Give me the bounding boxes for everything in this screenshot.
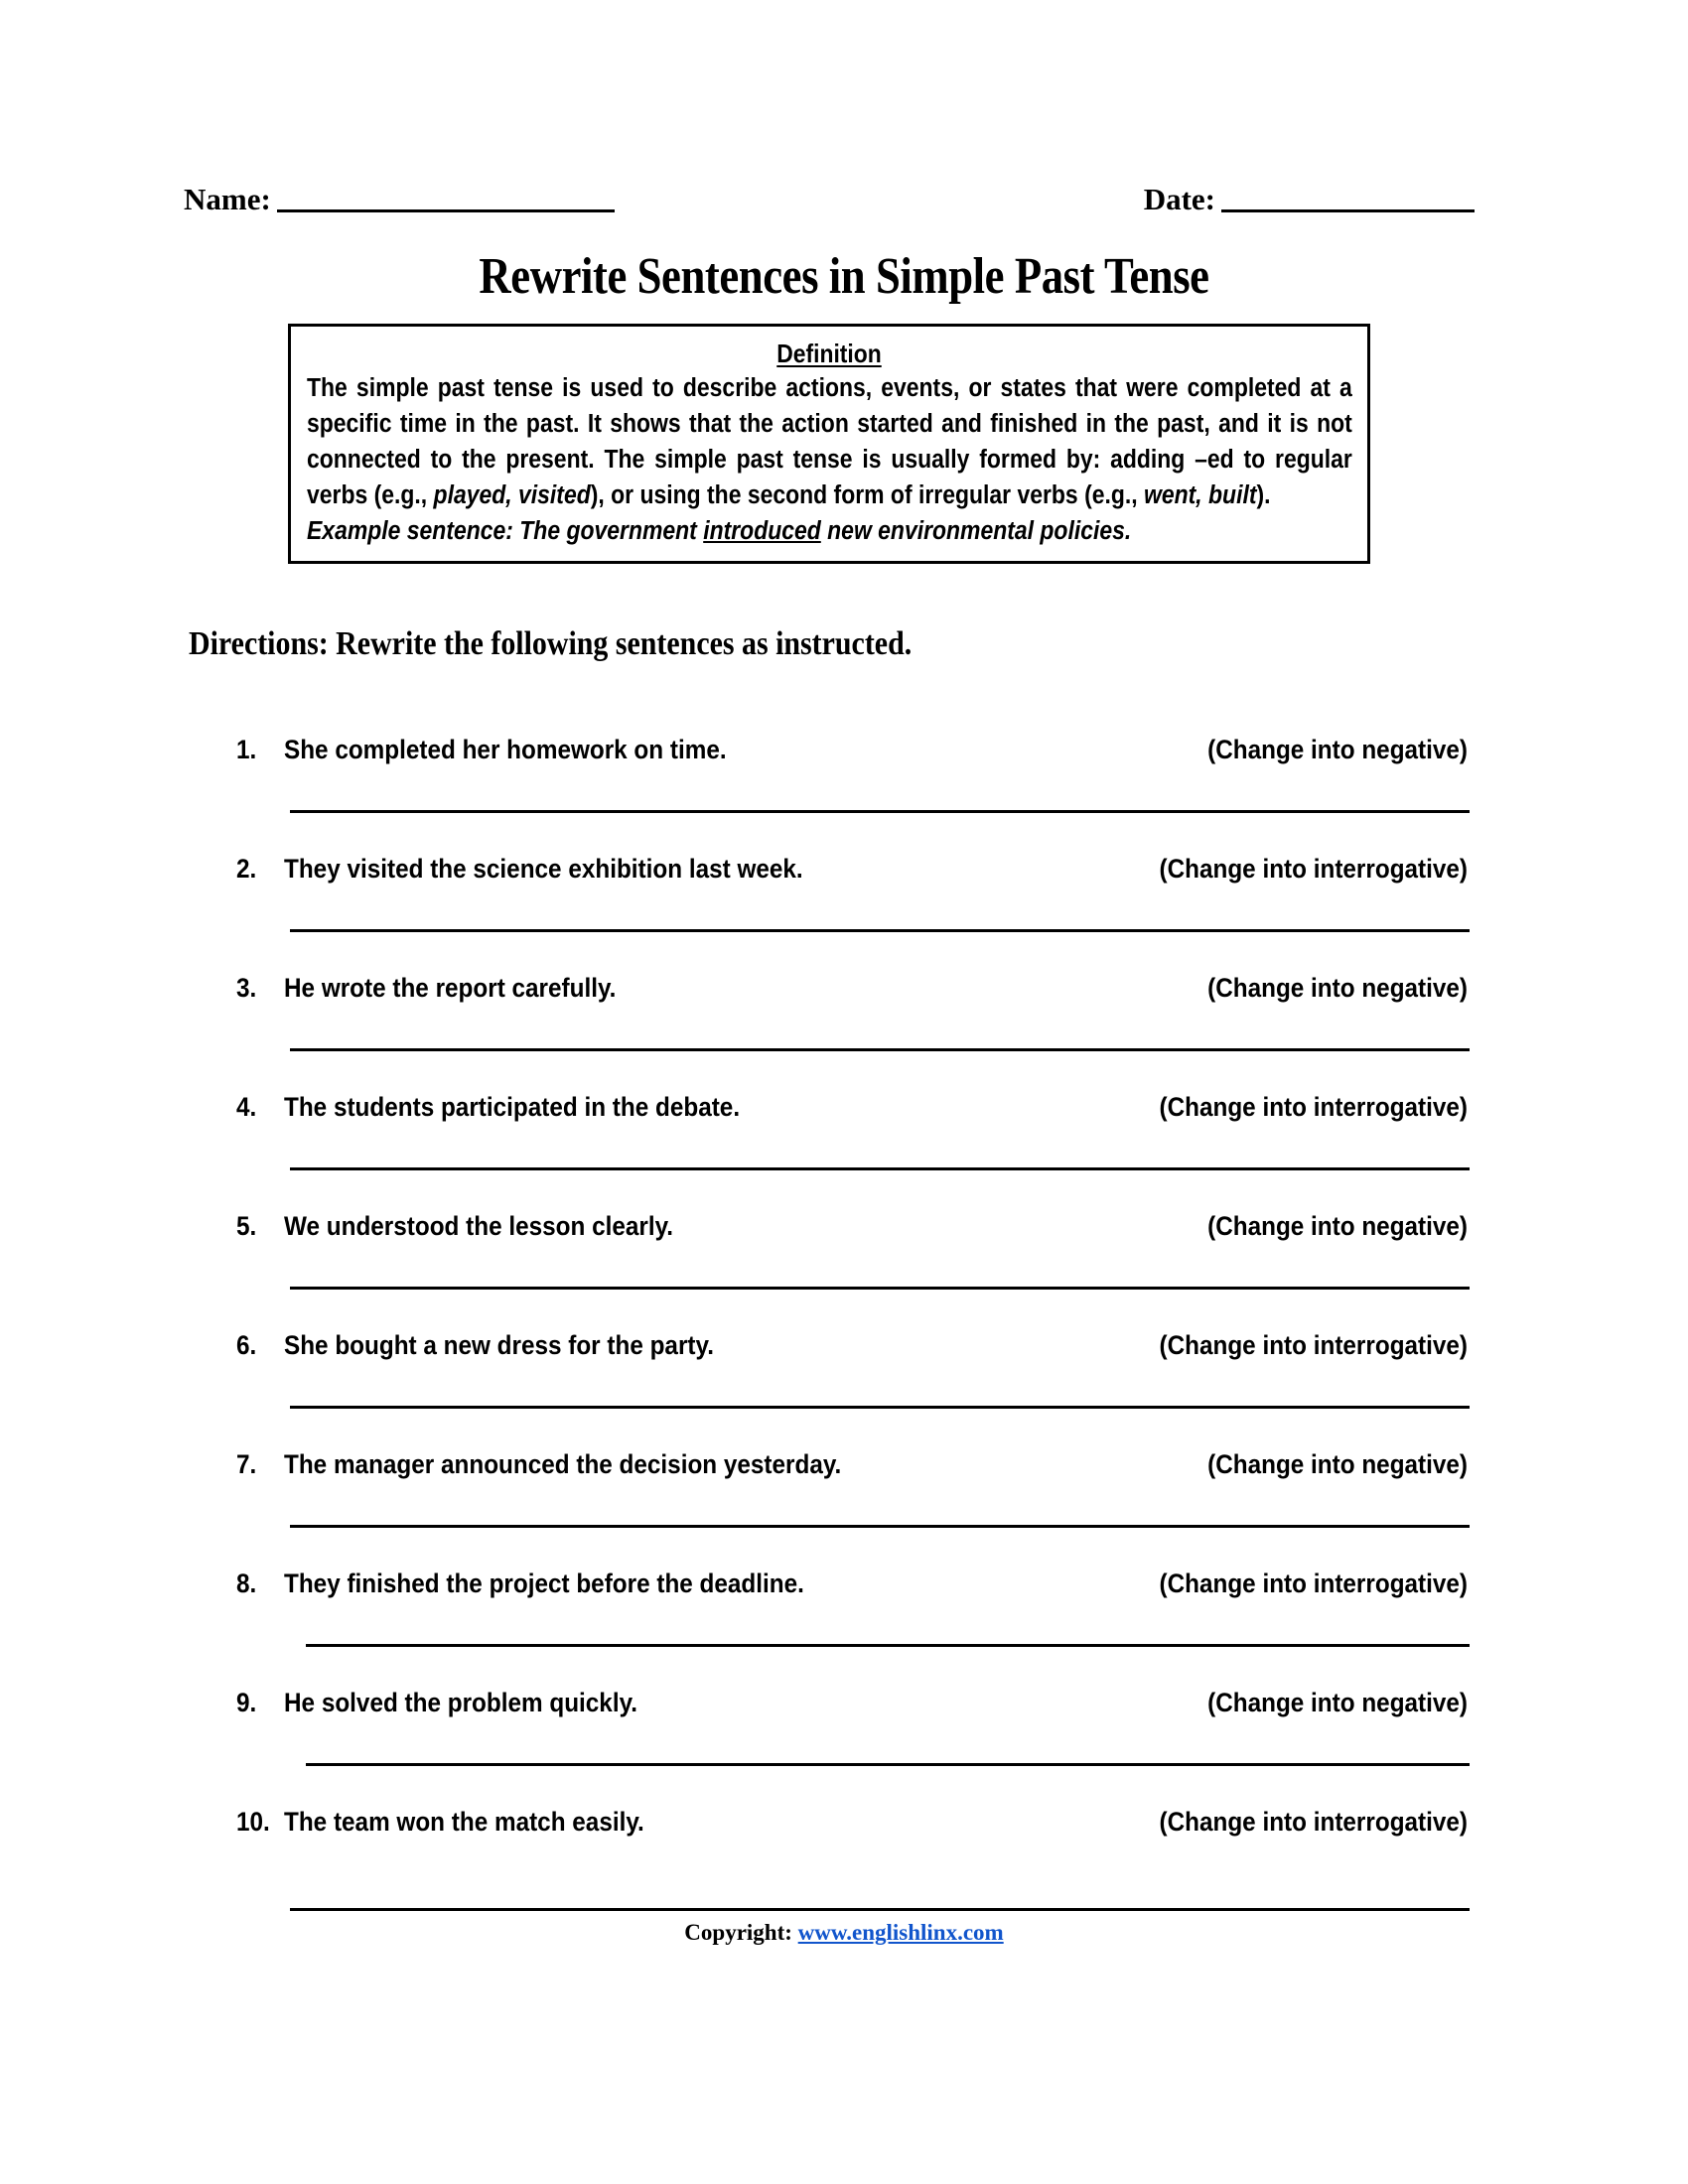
question-instruction: (Change into negative) <box>1207 735 1468 764</box>
question-row <box>236 971 1468 1005</box>
definition-italic-examples-1: played, visited <box>433 481 591 509</box>
question-number: 6. <box>236 1330 257 1360</box>
question-item <box>0 1666 1688 1785</box>
answer-write-line[interactable] <box>290 1167 1470 1170</box>
question-sentence: She completed her homework on time. <box>284 735 727 764</box>
question-item <box>0 832 1688 951</box>
question-sentence: He solved the problem quickly. <box>284 1688 638 1717</box>
question-row <box>236 1090 1468 1124</box>
question-item <box>0 1189 1688 1308</box>
footer-divider <box>290 1908 1470 1911</box>
question-item <box>0 1547 1688 1666</box>
question-item <box>0 1428 1688 1547</box>
answer-write-line[interactable] <box>290 810 1470 813</box>
question-sentence: The students participated in the debate. <box>284 1092 741 1122</box>
question-number: 2. <box>236 854 257 884</box>
question-item <box>0 1070 1688 1189</box>
answer-write-line[interactable] <box>290 929 1470 932</box>
question-item <box>0 1785 1688 1904</box>
englishlinx-link[interactable]: www.englishlinx.com <box>797 1920 1004 1945</box>
date-label: Date: <box>1143 182 1215 216</box>
worksheet-header <box>184 184 1475 214</box>
example-underlined-verb: introduced <box>703 517 821 545</box>
answer-write-line[interactable] <box>290 1525 1470 1528</box>
name-write-line[interactable] <box>277 208 615 212</box>
question-instruction: (Change into negative) <box>1207 1449 1468 1479</box>
question-instruction: (Change into interrogative) <box>1159 1569 1468 1598</box>
question-row <box>236 1447 1468 1481</box>
question-instruction: (Change into negative) <box>1207 1688 1468 1717</box>
question-row <box>236 733 1468 766</box>
definition-body-part2: ), or using the second form of irregular verbs (e.g., <box>590 481 1145 509</box>
question-item <box>0 1308 1688 1428</box>
footer-copyright <box>0 1918 1688 1948</box>
question-prompt <box>236 1447 904 1481</box>
question-prompt <box>236 852 861 886</box>
definition-heading: Definition <box>776 339 882 368</box>
question-prompt <box>236 1686 677 1719</box>
question-prompt <box>236 1209 717 1243</box>
answer-write-line[interactable] <box>290 1048 1470 1051</box>
copyright-label: Copyright: <box>684 1920 792 1945</box>
question-number: 10. <box>236 1807 270 1837</box>
question-row <box>236 1328 1468 1362</box>
question-instruction: (Change into interrogative) <box>1159 854 1468 884</box>
question-instruction: (Change into interrogative) <box>1159 1330 1468 1360</box>
question-number: 3. <box>236 973 257 1003</box>
name-label: Name: <box>184 182 271 216</box>
question-instruction: (Change into interrogative) <box>1159 1092 1468 1122</box>
definition-body-part3: ). <box>1256 481 1271 509</box>
definition-body-part1: The simple past tense is used to describe actions, events, or states that were completed at a specific time in the past. It shows that the action started and finished in the past, and it is not connected to the present. The simple past tense is usually formed by: adding –ed to regular verbs (e.g., <box>307 374 1352 509</box>
answer-write-line[interactable] <box>290 1406 1470 1409</box>
question-sentence: We understood the lesson clearly. <box>284 1211 674 1241</box>
example-suffix: new environmental policies. <box>820 517 1132 545</box>
question-item <box>0 951 1688 1070</box>
question-row <box>236 1805 1468 1839</box>
question-number: 9. <box>236 1688 257 1717</box>
question-item <box>0 713 1688 832</box>
question-row <box>236 1567 1468 1600</box>
question-sentence: They visited the science exhibition last week. <box>284 854 803 884</box>
question-number: 5. <box>236 1211 257 1241</box>
date-write-line[interactable] <box>1221 208 1475 212</box>
question-prompt <box>236 1328 762 1362</box>
question-instruction: (Change into interrogative) <box>1159 1807 1468 1837</box>
question-row <box>236 852 1468 886</box>
question-sentence: They finished the project before the deadline. <box>284 1569 804 1598</box>
definition-example-sentence <box>307 513 1352 549</box>
question-sentence: He wrote the report carefully. <box>284 973 617 1003</box>
answer-write-line[interactable] <box>306 1763 1470 1766</box>
definition-body <box>307 370 1352 513</box>
directions-text: Directions: Rewrite the following sentences as instructed. <box>189 625 913 662</box>
question-prompt <box>236 1805 684 1839</box>
question-prompt <box>236 971 653 1005</box>
question-number: 4. <box>236 1092 257 1122</box>
question-number: 7. <box>236 1449 257 1479</box>
name-field[interactable] <box>184 184 615 214</box>
definition-italic-examples-2: went, built <box>1144 481 1257 509</box>
question-instruction: (Change into negative) <box>1207 1211 1468 1241</box>
page-title: Rewrite Sentences in Simple Past Tense <box>479 248 1209 305</box>
question-sentence: The team won the match easily. <box>284 1807 644 1837</box>
question-row <box>236 1209 1468 1243</box>
example-prefix: Example sentence: The government <box>307 517 704 545</box>
date-field[interactable] <box>1144 184 1475 214</box>
question-prompt <box>236 1090 790 1124</box>
questions-list <box>0 713 1688 1904</box>
question-prompt <box>236 1567 862 1600</box>
question-instruction: (Change into negative) <box>1207 973 1468 1003</box>
question-sentence: The manager announced the decision yesterday. <box>284 1449 842 1479</box>
question-sentence: She bought a new dress for the party. <box>284 1330 714 1360</box>
definition-box <box>288 324 1370 564</box>
question-number: 8. <box>236 1569 257 1598</box>
answer-write-line[interactable] <box>306 1644 1470 1647</box>
question-row <box>236 1686 1468 1719</box>
question-number: 1. <box>236 735 257 764</box>
answer-write-line[interactable] <box>290 1287 1470 1290</box>
question-prompt <box>236 733 775 766</box>
